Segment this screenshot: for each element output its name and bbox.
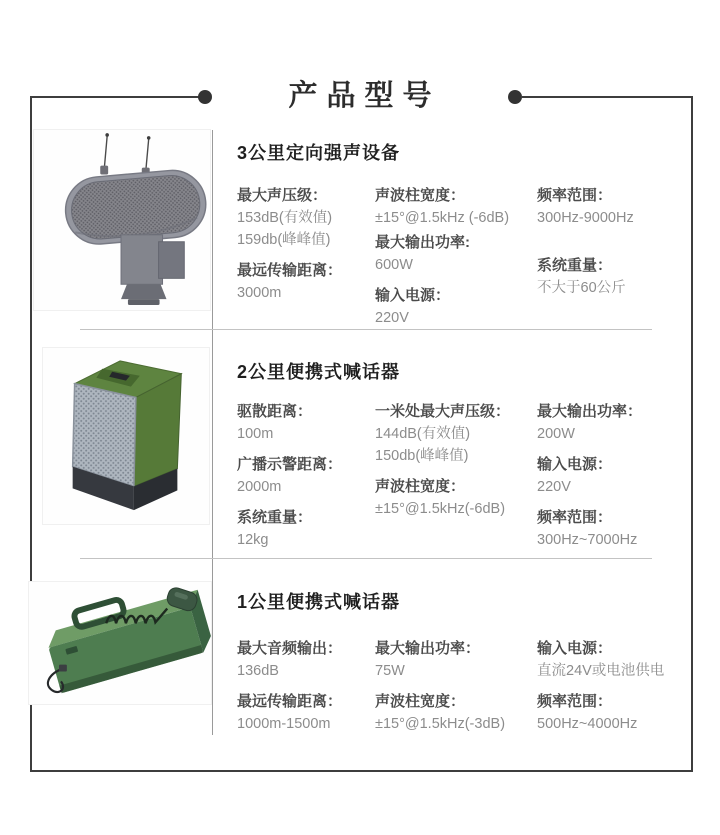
spec-item [237,185,375,251]
page-title: 产品型号 [288,80,441,112]
spec-value: 12kg [237,532,269,548]
spec-item [237,507,375,551]
product-title-2km: 2公里便携式喊话器 [237,362,401,382]
portable-speaker-illustration [43,348,209,524]
spec-label: 频率范围： [537,509,613,526]
product-title-1km: 1公里便携式喊话器 [237,592,401,612]
product-image-3km-directional-speaker [33,129,211,311]
spec-label: 一米处最大声压级： [375,403,511,420]
vertical-divider [212,130,213,735]
spec-value: ±15°@1.5kHz(-6dB) [375,501,506,517]
spec-value: 220V [375,310,409,326]
spec-columns-1km [237,638,689,735]
spec-value: 不大于60公斤 [537,280,626,296]
spec-item [537,638,689,682]
spec-column [237,638,375,735]
spec-label: 输入电源： [537,640,613,657]
spec-item [537,255,689,299]
spec-item [237,638,375,682]
spec-item [375,476,537,520]
spec-label: 最大音频输出： [237,640,343,657]
spec-value: 500Hz~4000Hz [537,716,638,732]
spec-value: 220V [537,479,571,495]
spec-column [375,401,537,520]
spec-item [375,638,537,682]
spec-value: 144dB(有效值) [375,426,471,442]
spec-value: 3000m [237,285,282,301]
spec-item [237,454,375,498]
directional-speaker-illustration [34,130,210,310]
spec-value: ±15°@1.5kHz (-6dB) [375,210,510,226]
spec-value: 100m [237,426,274,442]
spec-item [375,232,537,276]
frame-bottom-line [30,770,693,772]
spec-item [537,691,689,735]
spec-label: 输入电源： [537,456,613,473]
spec-label: 广播示警距离： [237,456,343,473]
spec-column [537,185,689,299]
spec-column [237,401,375,551]
spec-value: 136dB [237,663,279,679]
hailer-case-illustration [29,582,211,704]
spec-item [537,185,689,229]
spec-value: 200W [537,426,575,442]
spec-column [375,638,537,735]
spec-label: 驱散距离： [237,403,313,420]
spec-item [375,401,537,467]
spec-label: 最远传输距离： [237,693,343,710]
spec-label: 最远传输距离： [237,262,343,279]
spec-column [537,638,689,735]
spec-item [375,691,537,735]
spec-column [537,401,689,551]
frame-right-dot [508,90,522,104]
spec-value: 75W [375,663,405,679]
spec-item [237,401,375,445]
spec-label: 声波柱宽度： [375,187,466,204]
spec-column [375,185,537,329]
spec-label: 最大输出功率: [375,234,470,251]
frame-right-line [691,96,693,772]
spec-label: 最大输出功率： [375,640,481,657]
spec-value: 159db(峰峰值) [237,232,331,248]
spec-value: 直流24V或电池供电 [537,663,665,679]
spec-label: 频率范围： [537,693,613,710]
spec-label: 系统重量： [537,257,613,274]
spec-value: 300Hz-9000Hz [537,210,634,226]
spec-label: 最大输出功率： [537,403,643,420]
spec-item [375,285,537,329]
spec-label: 系统重量： [237,509,313,526]
spec-item [237,691,375,735]
spec-label: 输入电源： [375,287,451,304]
spec-item [375,185,537,229]
section-separator [80,329,652,330]
spec-item [237,260,375,304]
spec-item [537,507,689,551]
spec-value: ±15°@1.5kHz(-3dB) [375,716,506,732]
pedestal [121,235,184,305]
cable-connector [59,665,67,672]
spec-label: 频率范围： [537,187,613,204]
product-image-1km-hailer-case [28,581,212,705]
spec-column [237,185,375,304]
product-title-3km: 3公里定向强声设备 [237,143,401,163]
spec-columns-3km [237,185,689,329]
spec-value: 2000m [237,479,282,495]
antenna-icon [100,133,150,176]
product-image-2km-portable-speaker [42,347,210,525]
spec-value: 1000m-1500m [237,716,331,732]
spec-label: 最大声压级： [237,187,328,204]
frame-top-right-line [521,96,693,98]
spec-columns-2km [237,401,689,551]
spec-value: 153dB(有效值) [237,210,333,226]
spec-label: 声波柱宽度： [375,478,466,495]
spec-item [537,454,689,498]
spec-label: 声波柱宽度： [375,693,466,710]
spec-value: 300Hz~7000Hz [537,532,638,548]
spec-value: 150db(峰峰值) [375,448,469,464]
section-separator [80,558,652,559]
spec-item [537,401,689,445]
spec-value: 600W [375,257,413,273]
